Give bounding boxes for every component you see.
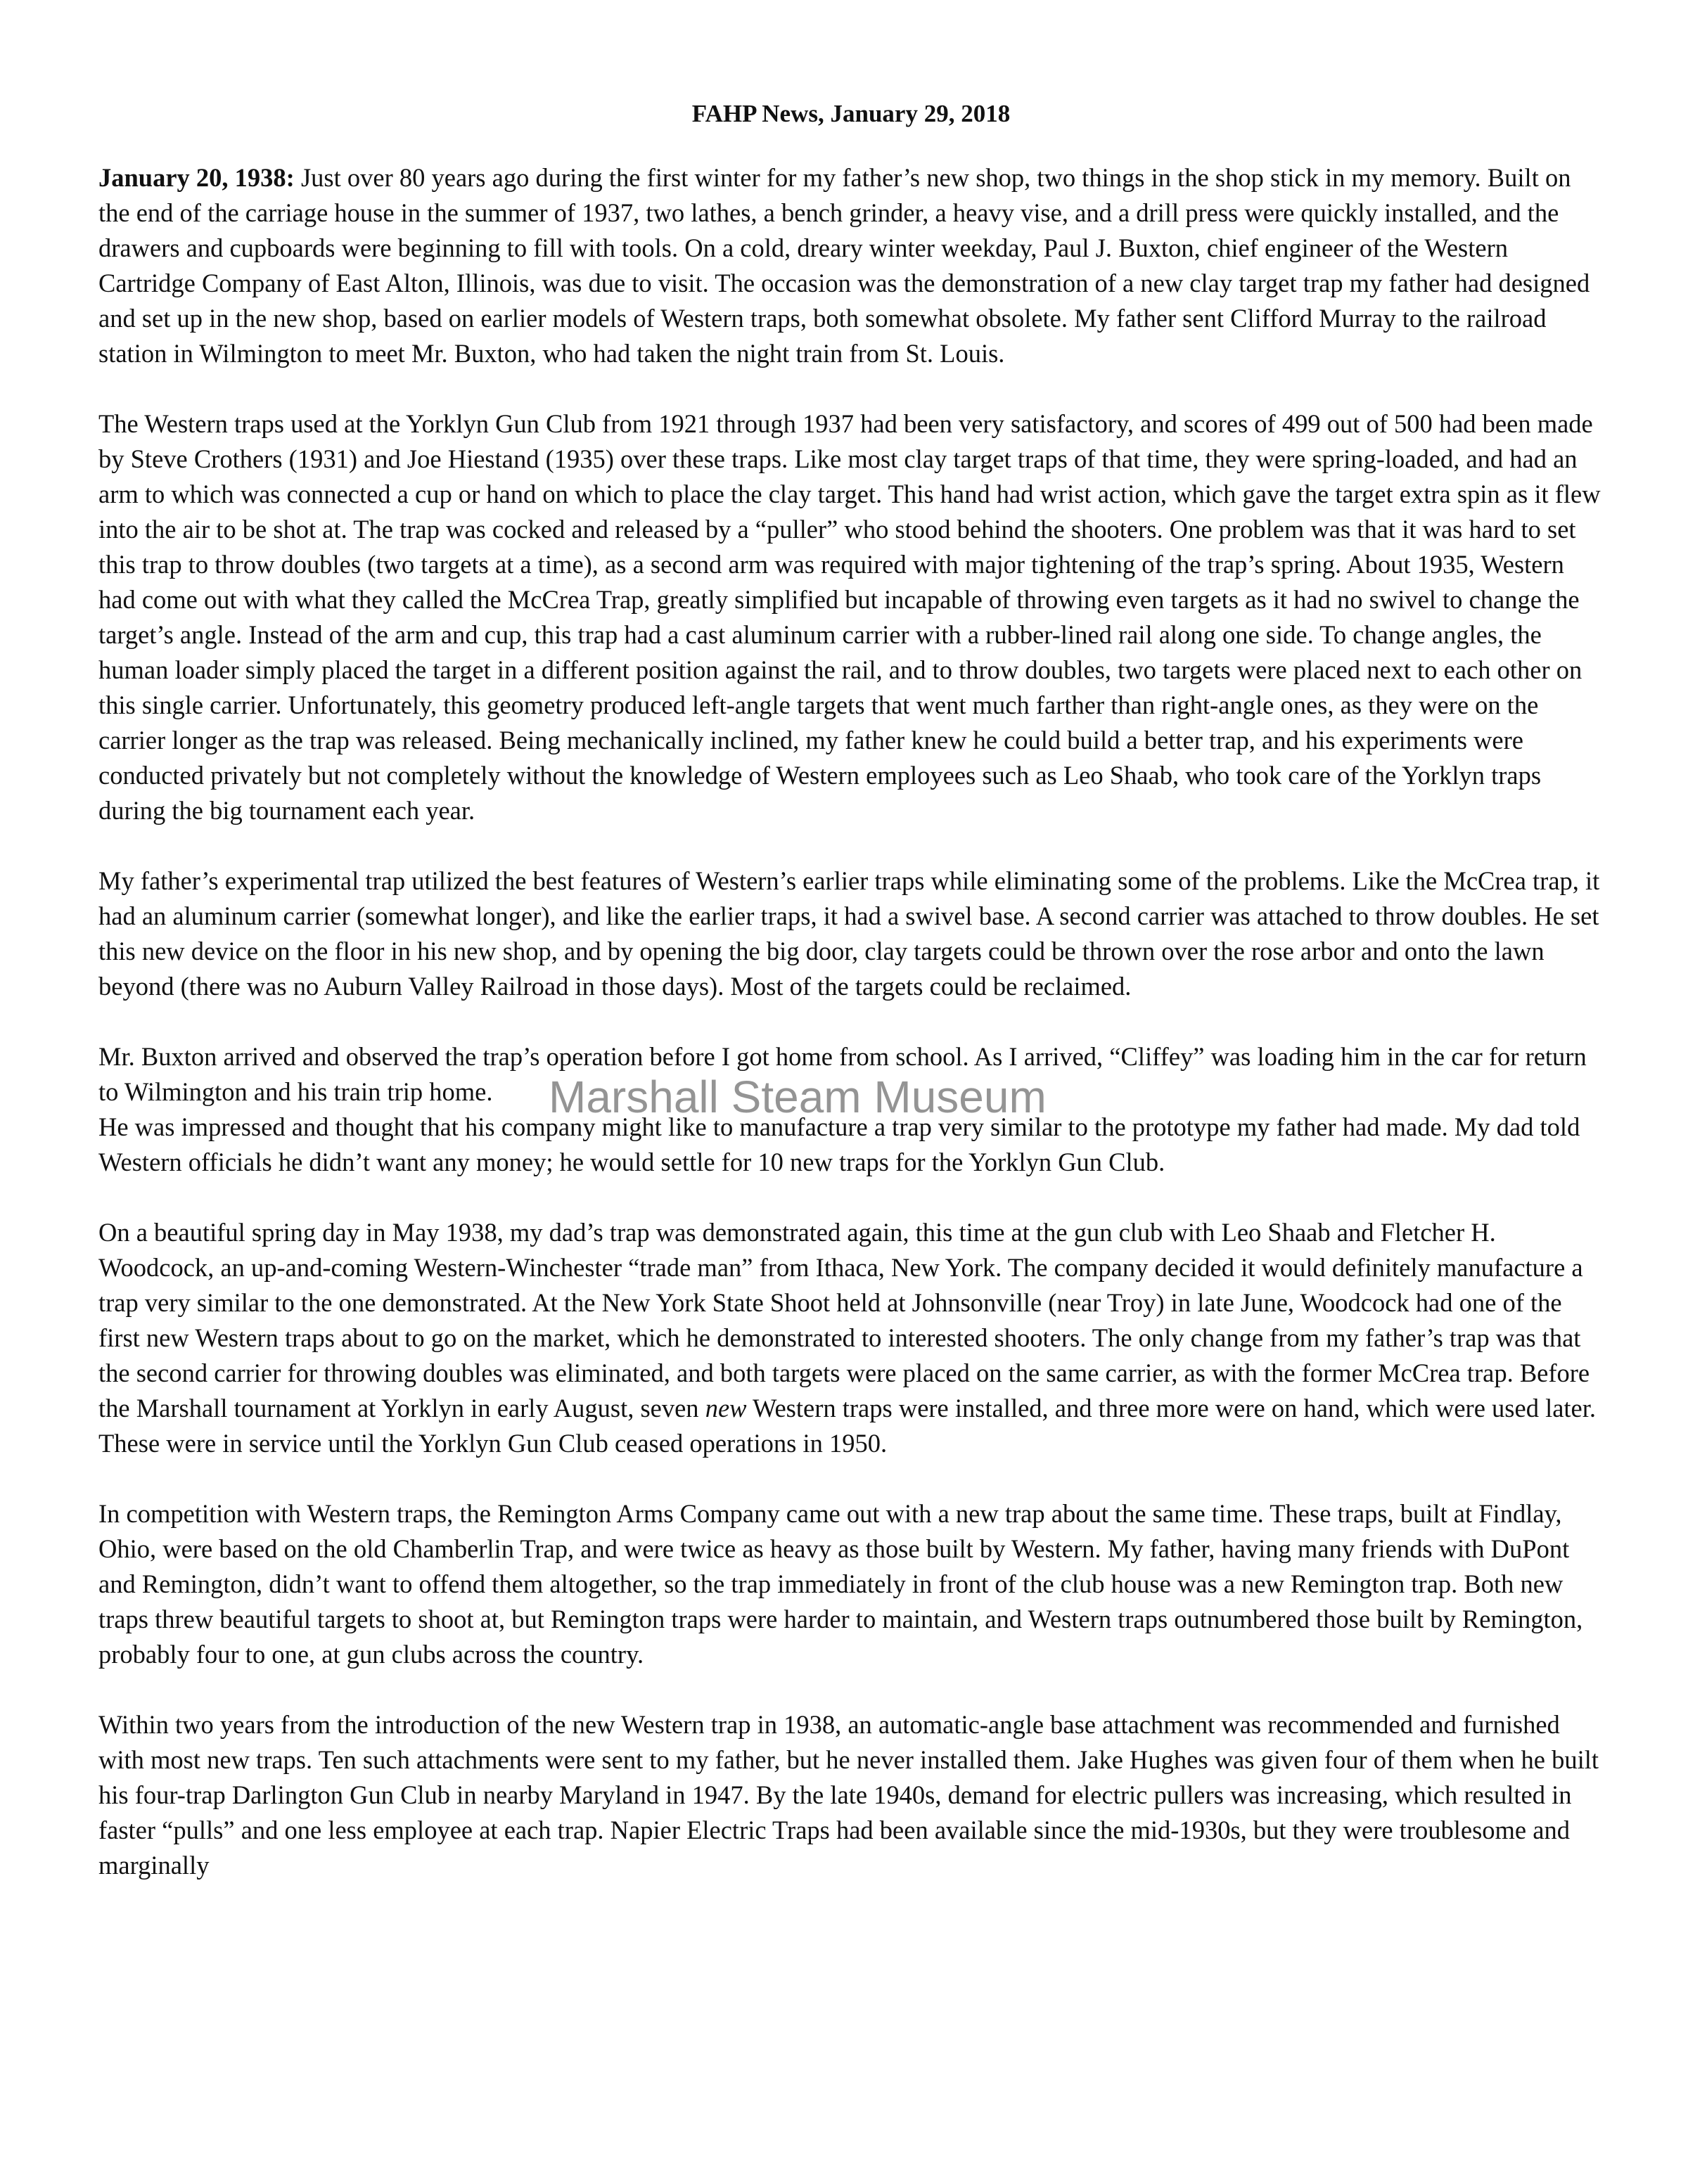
- paragraph-4: Mr. Buxton arrived and observed the trap’s operation before I got home from school. As I arrived, “Cliffey” was loading him in the car for return to Wilmington and his train trip home.: [98, 1042, 1587, 1106]
- document-page: [98, 98, 1604, 1883]
- paragraph-5: He was impressed and thought that his company might like to manufacture a trap very similar to the prototype my father had made. My dad told Western officials he didn’t want any money; he would settle for 10 new traps for the Yorklyn Gun Club.: [98, 1112, 1580, 1176]
- paragraph-8: Within two years from the introduction of the new Western trap in 1938, an automatic-angle base attachment was recommended and furnished with most new traps. Ten such attachments were sent to my father, but he never installed them. Jake Hughes was given four of them when he built his four-trap Darlington Gun Club in nearby Maryland in 1947. By the late 1940s, demand for electric pullers was increasing, which resulted in faster “pulls” and one less employee at each trap. Napier Electric Traps had been available since the mid-1930s, but they were troublesome and marginally: [98, 1710, 1599, 1880]
- document-title: FAHP News, January 29, 2018: [691, 100, 1011, 127]
- paragraph-3: My father’s experimental trap utilized the best features of Western’s earlier traps while eliminating some of the problems. Like the McCrea trap, it had an aluminum carrier (somewhat longer), and like the earlier traps, it had a swivel base. A second carrier was attached to throw doubles. He set this new device on the floor in his new shop, and by opening the big door, clay targets could be thrown over the rose arbor and onto the lawn beyond (there was no Auburn Valley Railroad in those days). Most of the targets could be reclaimed.: [98, 866, 1600, 1001]
- paragraph-6: [98, 1215, 1604, 1461]
- watermark: Marshall Steam Museum: [549, 1072, 1047, 1122]
- paragraph-1: [98, 160, 1604, 371]
- paragraph-6-text-b: Western traps were installed, and three more were on hand, which were used later. These were in service until the Yorklyn Gun Club ceased operations in 1950.: [98, 1394, 1597, 1458]
- paragraph-1-text: Just over 80 years ago during the first winter for my father’s new shop, two things in the shop stick in my memory. Built on the end of the carriage house in the summer of 1937, two lathes, a bench grinder, a heavy vise, and a drill press were quickly installed, and the drawers and cupboards were beginning to fill with tools. On a cold, dreary winter weekday, Paul J. Buxton, chief engineer of the Western Cartridge Company of East Alton, Illinois, was due to visit. The occasion was the demonstration of a new clay target trap my father had designed and set up in the new shop, based on earlier models of Western traps, both somewhat obsolete. My father sent Clifford Murray to the railroad station in Wilmington to meet Mr. Buxton, who had taken the night train from St. Louis.: [98, 163, 1590, 368]
- emphasis-new: new: [705, 1394, 747, 1422]
- paragraph-6-text-a: On a beautiful spring day in May 1938, my dad’s trap was demonstrated again, this time at the gun club with Leo Shaab and Fletcher H. Woodcock, an up-and-coming Western-Winchester “trade man” from Ithaca, New York. The company decided it would definitely manufacture a trap very similar to the one demonstrated. At the New York State Shoot held at Johnsonville (near Troy) in late June, Woodcock had one of the first new Western traps about to go on the market, which he demonstrated to interested shooters. The only change from my father’s trap was that the second carrier for throwing doubles was eliminated, and both targets were placed on the same carrier, as with the former McCrea trap. Before the Marshall tournament at Yorklyn in early August, seven: [98, 1218, 1590, 1422]
- paragraph-7: In competition with Western traps, the Remington Arms Company came out with a new trap about the same time. These traps, built at Findlay, Ohio, were based on the old Chamberlin Trap, and were twice as heavy as those built by Western. My father, having many friends with DuPont and Remington, didn’t want to offend them altogether, so the trap immediately in front of the club house was a new Remington trap. Both new traps threw beautiful targets to shoot at, but Remington traps were harder to maintain, and Western traps outnumbered those built by Remington, probably four to one, at gun clubs across the country.: [98, 1499, 1583, 1669]
- paragraph-2: The Western traps used at the Yorklyn Gun Club from 1921 through 1937 had been very satisfactory, and scores of 499 out of 500 had been made by Steve Crothers (1931) and Joe Hiestand (1935) over these traps. Like most clay target traps of that time, they were spring-loaded, and had an arm to which was connected a cup or hand on which to place the clay target. This hand had wrist action, which gave the target extra spin as it flew into the air to be shot at. The trap was cocked and released by a “puller” who stood behind the shooters. One problem was that it was hard to set this trap to throw doubles (two targets at a time), as a second arm was required with major tightening of the trap’s spring. About 1935, Western had come out with what they called the McCrea Trap, greatly simplified but incapable of throwing even targets as it had no swivel to change the target’s angle. Instead of the arm and cup, this trap had a cast aluminum carrier with a rubber-lined rail along one side. To change angles, the human loader simply placed the target in a different position against the rail, and to throw doubles, two targets were placed next to each other on this single carrier. Unfortunately, this geometry produced left-angle targets that went much farther than right-angle ones, as they were on the carrier longer as the trap was released. Being mechanically inclined, my father knew he could build a better trap, and his experiments were conducted privately but not completely without the knowledge of Western employees such as Leo Shaab, who took care of the Yorklyn traps during the big tournament each year.: [98, 409, 1601, 825]
- date-heading: January 20, 1938:: [98, 163, 295, 192]
